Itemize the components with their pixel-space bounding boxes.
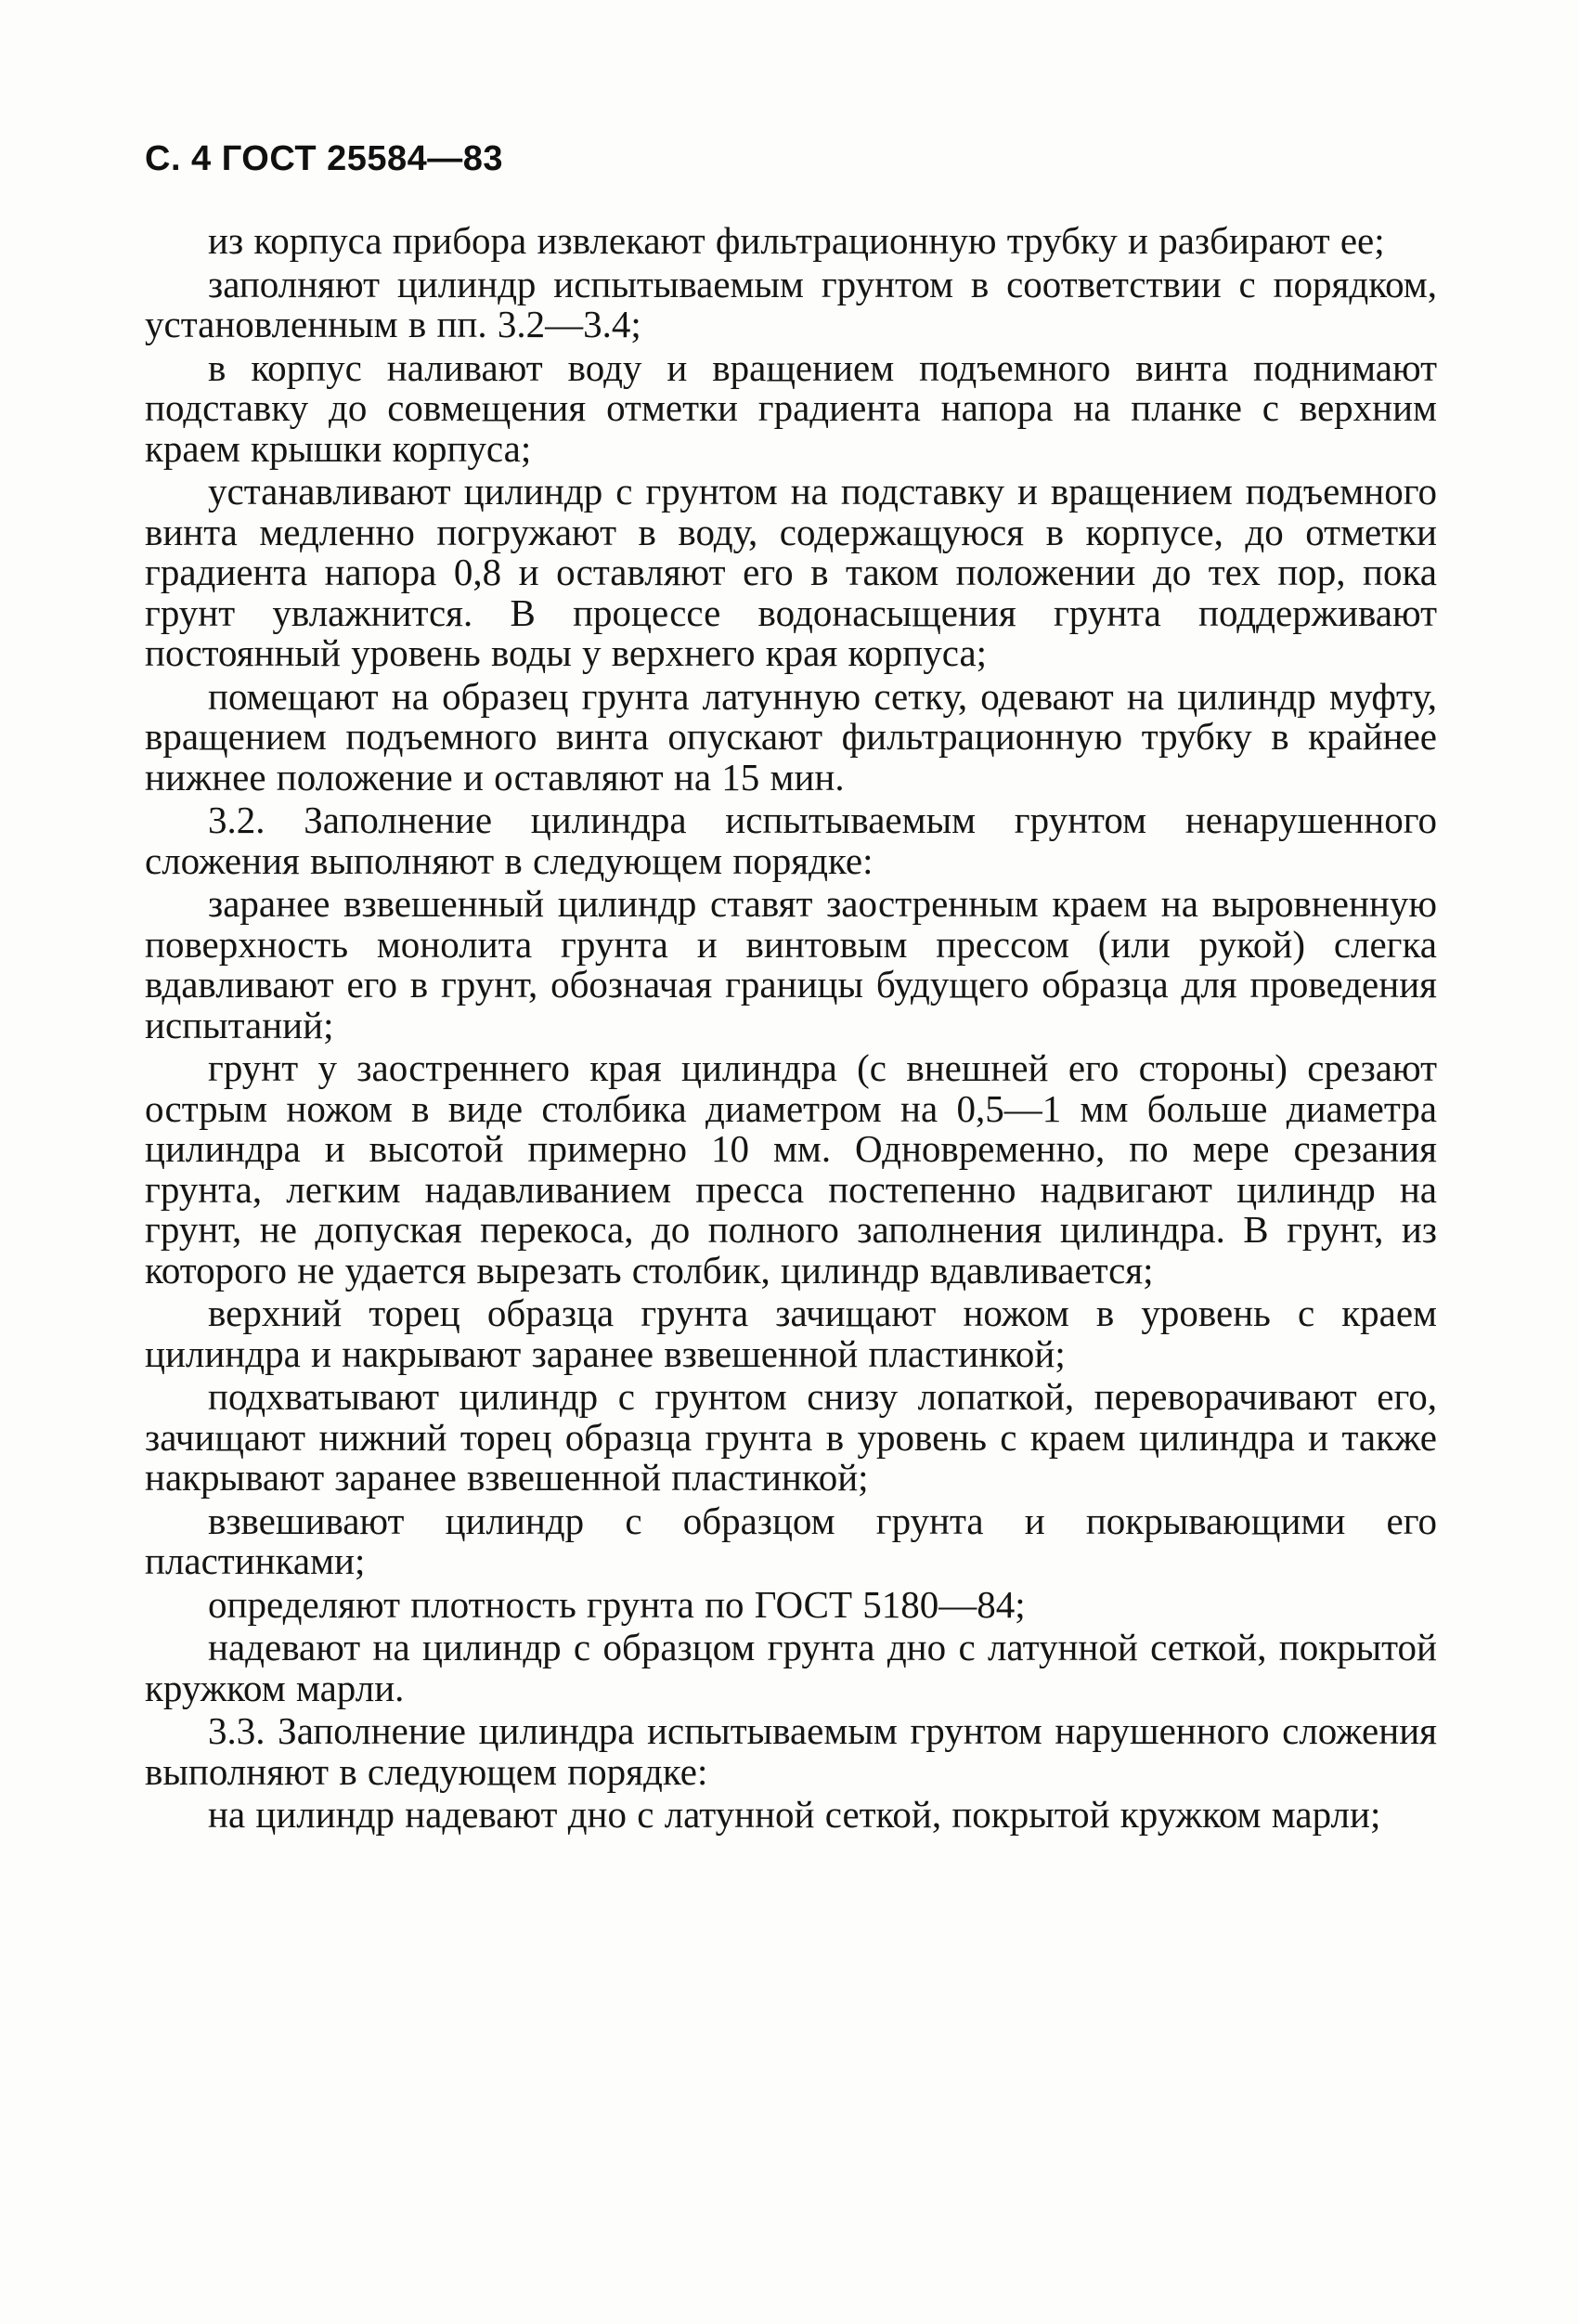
paragraph: подхватывают цилиндр с грунтом снизу лопаткой, переворачивают его, зачищают нижний торец образца грунта в уровень с краем цилиндра и также накрывают заранее взвешенной пластинкой; xyxy=(145,1375,1437,1499)
paragraph: в корпус наливают воду и вращением подъемного винта поднимают подставку до совмещения отметки градиента напора на планке с верхним краем крышки корпуса; xyxy=(145,345,1437,470)
paragraph: на цилиндр надевают дно с латунной сеткой, покрытой кружком марли; xyxy=(208,1793,1381,1836)
page-header: С. 4 ГОСТ 25584—83 xyxy=(145,139,504,178)
paragraph: взвешивают цилиндр с образцом грунта и покрывающими его пластинками; xyxy=(145,1499,1437,1582)
section-paragraph-3-3: 3.3. Заполнение цилиндра испытываемым грунтом нарушенного сложения выполняют в следующем порядке: xyxy=(145,1709,1437,1793)
body-text xyxy=(145,221,1437,1838)
paragraph: из корпуса прибора извлекают фильтрационную трубку и разбирают ее; xyxy=(208,219,1385,262)
paragraph: помещают на образец грунта латунную сетку, одевают на цилиндр муфту, вращением подъемного винта опускают фильтрационную трубку в крайнее нижнее положение и оставляют на 15 мин. xyxy=(145,674,1437,798)
section-paragraph-3-2: 3.2. Заполнение цилиндра испытываемым грунтом ненарушенного сложения выполняют в следующем порядке: xyxy=(145,798,1437,882)
paragraph: определяют плотность грунта по ГОСТ 5180—84; xyxy=(208,1582,1026,1626)
paragraph: верхний торец образца грунта зачищают ножом в уровень с краем цилиндра и накрывают заранее взвешенной пластинкой; xyxy=(145,1292,1437,1375)
paragraph: заполняют цилиндр испытываемым грунтом в соответствии с порядком, установленным в пп. 3.2—3.4; xyxy=(145,262,1437,345)
paragraph: устанавливают цилиндр с грунтом на подставку и вращением подъемного винта медленно погружают в воду, содержащуюся в корпусе, до отметки градиента напора 0,8 и оставляют его в таком положении до тех пор, пока грунт увлажнится. В процессе водонасыщения грунта поддерживают постоянный уровень воды у верхнего края корпуса; xyxy=(145,470,1437,674)
paragraph: заранее взвешенный цилиндр ставят заостренным краем на выровненную поверхность монолита грунта и винтовым прессом (или рукой) слегка вдавливают его в грунт, обозначая границы будущего образца для проведения испытаний; xyxy=(145,882,1437,1046)
paragraph: грунт у заостреннего края цилиндра (с внешней его стороны) срезают острым ножом в виде столбика диаметром на 0,5—1 мм больше диаметра цилиндра и высотой примерно 10 мм. Одновременно, по мере срезания грунта, легким надавливанием пресса постепенно надвигают цилиндр на грунт, не допуская перекоса, до полного заполнения цилиндра. В грунт, из которого не удается вырезать столбик, цилиндр вдавливается; xyxy=(145,1046,1437,1292)
paragraph: надевают на цилиндр с образцом грунта дно с латунной сеткой, покрытой кружком марли. xyxy=(145,1626,1437,1709)
